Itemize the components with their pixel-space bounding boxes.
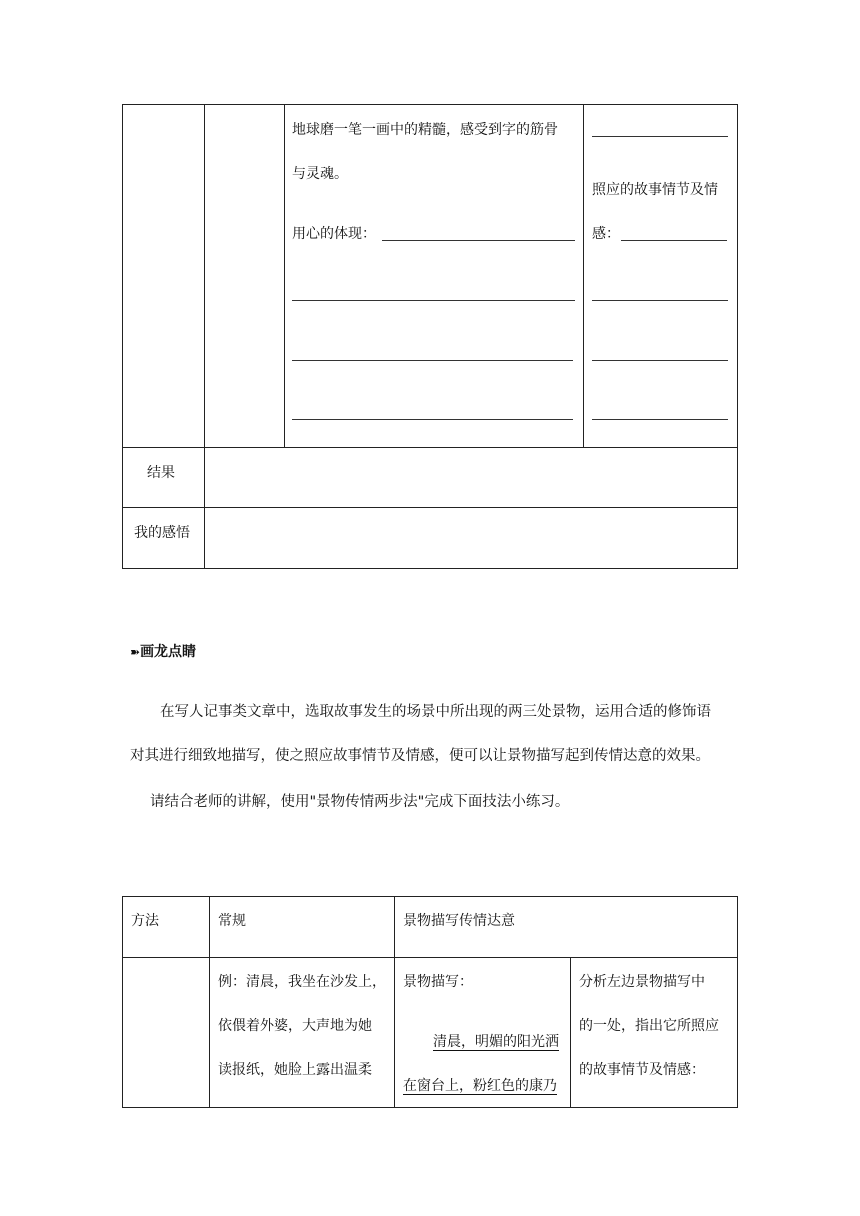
example-line: 读报纸，她脸上露出温柔 xyxy=(218,1062,372,1078)
table1-bottom-border xyxy=(122,568,738,569)
answer-blank[interactable] xyxy=(292,300,575,301)
scene-text-line: 清晨，明媚的阳光洒 xyxy=(433,1034,559,1050)
effort-label: 用心的体现： xyxy=(292,226,376,242)
analysis-line: 的故事情节及情感： xyxy=(579,1062,705,1078)
table1-right-border xyxy=(737,104,738,569)
scene-label: 景物描写： xyxy=(403,974,473,990)
table2-bottom-border xyxy=(122,1107,738,1108)
header-normal: 常规 xyxy=(218,913,246,929)
table1-col-border xyxy=(204,104,205,569)
paragraph-line: 在写人记事类文章中，选取故事发生的场景中所出现的两三处景物，运用合适的修饰语 xyxy=(160,704,711,720)
answer-blank[interactable] xyxy=(592,360,728,361)
section-heading xyxy=(130,642,196,662)
header-scene-emotion: 景物描写传情达意 xyxy=(403,913,515,929)
table2-col-border xyxy=(570,957,571,1108)
answer-blank[interactable] xyxy=(292,419,573,420)
row-label-result: 结果 xyxy=(147,465,175,481)
table2-right-border xyxy=(737,896,738,1108)
row-label-feeling: 我的感悟 xyxy=(134,525,190,541)
paragraph-line: 请结合老师的讲解，使用"景物传情两步法"完成下面技法小练习。 xyxy=(150,794,570,810)
example-line: 例：清晨，我坐在沙发上， xyxy=(218,974,386,990)
cell-text-line: 与灵魂。 xyxy=(292,166,348,182)
answer-blank[interactable] xyxy=(292,360,573,361)
answer-blank[interactable] xyxy=(621,240,727,241)
table1-left-border xyxy=(122,104,123,569)
answer-blank[interactable] xyxy=(382,240,575,241)
paragraph-line: 对其进行细致地描写，使之照应故事情节及情感，便可以让景物描写起到传情达意的效果。 xyxy=(130,748,710,764)
table2-col-border xyxy=(209,896,210,1108)
right-col-text: 照应的故事情节及情 xyxy=(592,182,718,198)
table2-col-border xyxy=(394,896,395,1108)
cell-text-line: 地球磨一笔一画中的精髓，感受到字的筋骨 xyxy=(292,122,558,138)
answer-blank[interactable] xyxy=(592,300,728,301)
table2-row-border xyxy=(122,957,738,958)
table1-row-border xyxy=(122,507,738,508)
table1-top-border xyxy=(122,104,738,105)
right-col-text: 感： xyxy=(592,226,620,242)
answer-blank[interactable] xyxy=(592,136,728,137)
answer-blank[interactable] xyxy=(592,419,728,420)
table1-col-border xyxy=(284,104,285,448)
table1-row-border xyxy=(122,447,738,448)
table1-col-border xyxy=(583,104,584,448)
scene-text-line: 在窗台上，粉红色的康乃 xyxy=(403,1078,557,1094)
table2-top-border xyxy=(122,896,738,897)
analysis-line: 的一处，指出它所照应 xyxy=(579,1018,719,1034)
example-line: 依偎着外婆，大声地为她 xyxy=(218,1018,372,1034)
header-method: 方法 xyxy=(131,913,159,929)
section-title: 画龙点睛 xyxy=(140,644,197,660)
analysis-line: 分析左边景物描写中 xyxy=(579,974,705,990)
table2-left-border xyxy=(122,896,123,1108)
arrow-marker-icon: ➽ xyxy=(130,645,141,659)
